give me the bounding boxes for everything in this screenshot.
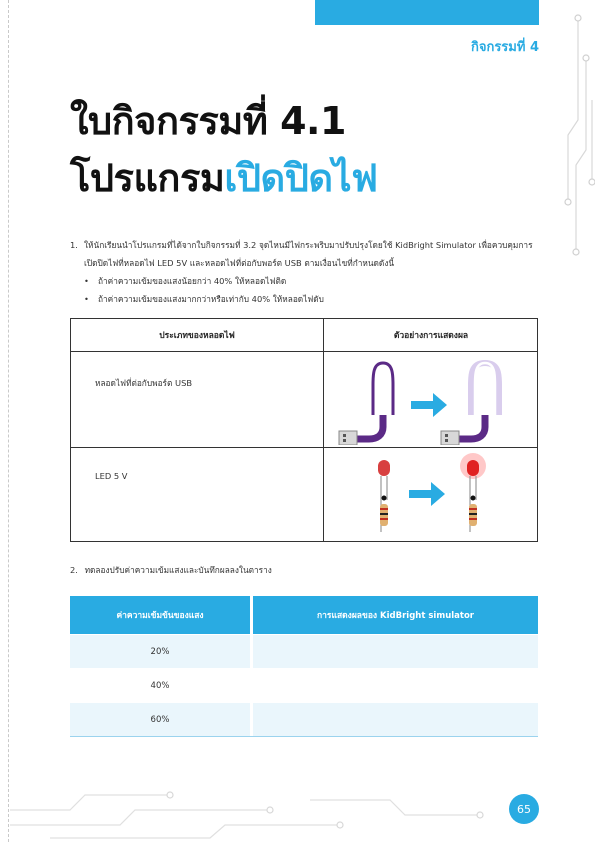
table-header-example: ตัวอย่างการแสดงผล bbox=[393, 331, 469, 341]
intensity-value: 20% bbox=[70, 635, 250, 668]
usb-lamp-off bbox=[339, 363, 393, 445]
circuit-decoration-right bbox=[560, 0, 595, 260]
arrow-right-icon bbox=[411, 393, 447, 417]
table-header-intensity: ค่าความเข้มข้นของแสง bbox=[70, 596, 250, 634]
simulator-result-cell[interactable] bbox=[253, 669, 538, 702]
lamp-type-usb: หลอดไฟที่ต่อกับพอร์ต USB bbox=[95, 378, 193, 388]
question-1-text: ให้นักเรียนนำโปรแกรมที่ได้จากใบกิจกรรมที่ 3.2 จุดไหนมีไฟกระพริบมาปรับปรุงโดยใช้ KidBright Simulator เพื่อควบคุมการเปิดปิดไฟที่หลอดไฟ LED 5V และหลอดไฟที่ต่อกับพอร์ต USB ตามเงื่อนไขที่กำหนดดังนี้ bbox=[84, 240, 533, 268]
led-on bbox=[460, 453, 486, 532]
lamp-type-led: LED 5 V bbox=[95, 471, 128, 481]
question-1-number: 1. bbox=[70, 240, 78, 250]
simulator-result-cell[interactable] bbox=[253, 703, 538, 736]
activity-label: กิจกรรมที่ 4 bbox=[470, 40, 539, 55]
page-number-badge: 65 bbox=[509, 794, 539, 824]
intensity-value: 60% bbox=[70, 703, 250, 736]
table-header-lamp-type: ประเภทของหลอดไฟ bbox=[159, 331, 235, 341]
activity-sheet-title: ใบกิจกรรมที่ 4.1 bbox=[70, 99, 346, 143]
table-bottom-rule bbox=[70, 736, 538, 737]
question-2-number: 2. bbox=[70, 565, 78, 575]
condition-list bbox=[84, 272, 324, 308]
question-2-text: ทดลองปรับค่าความเข้มแสงและบันทึกผลลงในตาราง bbox=[84, 565, 272, 575]
question-2 bbox=[70, 563, 272, 577]
question-1 bbox=[70, 236, 540, 272]
intensity-value: 40% bbox=[70, 669, 250, 702]
program-title bbox=[70, 147, 378, 208]
page-dashed-border bbox=[8, 0, 9, 842]
simulator-result-cell[interactable] bbox=[253, 635, 538, 668]
usb-lamp-illustration bbox=[333, 355, 533, 445]
arrow-right-icon bbox=[409, 482, 445, 506]
table-header-simulator-result: การแสดงผลของ KidBright simulator bbox=[253, 596, 538, 634]
program-title-highlight: เปิดปิดไฟ bbox=[224, 156, 378, 200]
condition-item: • ถ้าค่าความเข้มของแสงมากกว่าหรือเท่ากับ 40% ให้หลอดไฟดับ bbox=[84, 290, 324, 308]
program-title-plain: โปรแกรม bbox=[70, 156, 225, 200]
usb-lamp-on bbox=[441, 363, 499, 445]
led-off bbox=[378, 460, 390, 532]
header-accent-bar bbox=[315, 0, 539, 25]
lamp-type-table bbox=[70, 318, 538, 542]
led-illustration bbox=[333, 452, 533, 540]
condition-item: • ถ้าค่าความเข้มของแสงน้อยกว่า 40% ให้หลอดไฟติด bbox=[84, 272, 324, 290]
circuit-decoration-bottom bbox=[10, 770, 510, 842]
